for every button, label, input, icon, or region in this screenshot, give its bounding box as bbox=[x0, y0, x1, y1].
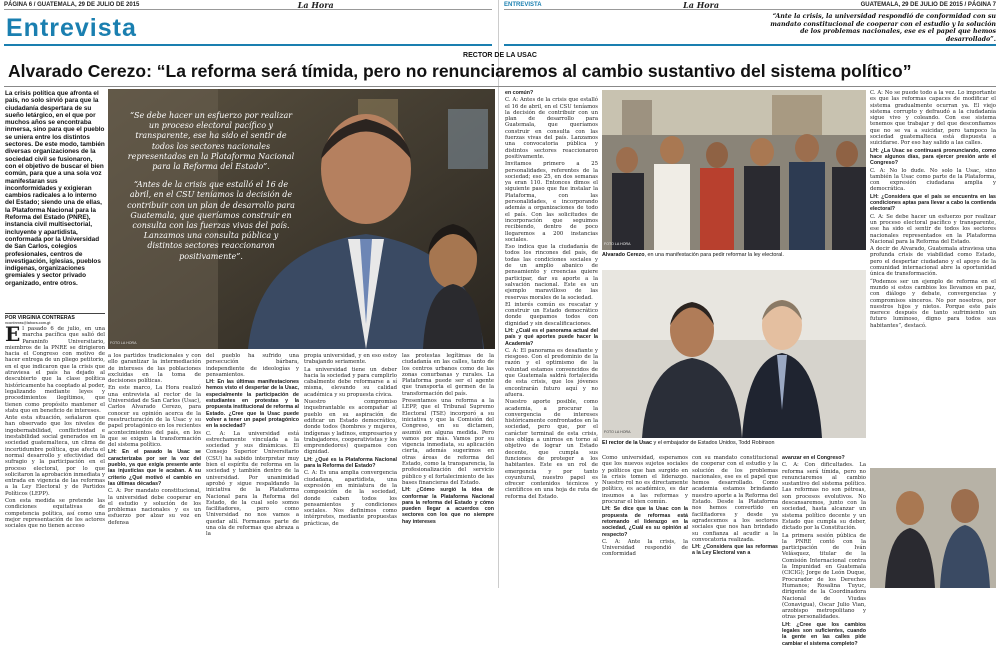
column-7: Como universidad, esperamos que los nuevos sujetos sociales y políticos que han surgido en la crisis tomen el liderazgo. Nuestro rol no es directamente político, es académico, es dar insumos a las reformas y procurar el bien común. LH: Se dice que la Usac con la propuesta de reformas está retomando el liderazgo en la sociedad, ¿Cuál es su opinión al respecto? C. A: Ante la crisis, la Universidad respondió de conformidad bbox=[602, 455, 688, 558]
column-4: propia universidad, y en eso estoy trabajando seriamente. La universidad tiene un deber hacia la sociedad y para cumplirlo cabalmente debe reformarse a sí misma, elevando su calidad académica y su propuesta cívica. Nuestro compromiso inquebrantable es acompañar al pueblo en su aspiración de edificar un Estado democrático, donde todos (hombres y mujeres, indígenas y ladinos, empresarios y trabajadores, cooperativistas y los emprendedores) quepamos con dignidad. LH: ¿Qué es la Plataforma Nacional para la Reforma del Estado? C. A: Es una amplia convergencia ciudadana, apartidista, una expresión en miniatura de la composición de la sociedad, donde caben todos los pensamientos y condiciones sociales. Nos definimos como intérpretes, mediante propuestas prácticas, de bbox=[304, 353, 397, 527]
kicker: RECTOR DE LA USAC bbox=[463, 52, 537, 59]
question-2: LH: En las últimas manifestaciones hemos visto el despertar de la Usac, especialmente la participación de estudiantes en protestas y la propuesta institucional de reforma al Estado. ¿Cree que la Usac puede volver a tener un papel protagónico en la sociedad? bbox=[206, 379, 300, 430]
headline: Alvarado Cerezo: “La reforma será tímida, pero no renunciaremos al cambio sustantivo del sistema político” bbox=[8, 61, 912, 81]
question-7: LH: ¿Considera que las reformas a la Ley Electoral van a bbox=[692, 544, 778, 557]
left-folio: PÁGINA 6 / GUATEMALA, 29 DE JULIO DE 2015 bbox=[4, 1, 140, 8]
ambassador-photo bbox=[602, 270, 866, 438]
lead-paragraph: La crisis política que afronta el país, no solo sirvió para que la ciudadanía despertara de su sueño letárgico, en el que por muchos años se encontraba inmersa, sino para que el pueblo se uniera entre los distintos sectores. De este modo, también diversas organizaciones de la sociedad civil se fusionaron, con el objetivo de buscar el bien común, para que a una sola voz manifestaran sus inconformidades y exigieran cambios radicales a lo interno del Estado; siendo una de ellas, la Plataforma Nacional para la Reforma del Estado (PNRE), instancia civil multisectorial, incluyente y apartidista, conformada por la Universidad de San Carlos, colegios profesionales, centros de investigación, iglesias, pueblos indígenas, organizaciones gremiales y sector privado organizado, entre otros. bbox=[5, 90, 105, 287]
headline-rule bbox=[4, 86, 996, 87]
ambassador-illustration bbox=[602, 270, 866, 438]
question-8: LH: ¿Cree que los cambios legales son suficientes, cuando la gente en las calles pide cambiar el sistema completo? bbox=[782, 621, 866, 647]
byline bbox=[5, 313, 105, 325]
column-6: en común? C. A: Antes de la crisis que estalló el 16 de abril, en el CSU teníamos la decisión de contribuir con un plan de desarrollo para Guatemala, que queríamos construir en consulta con las fuerzas vivas del país. Lanzamos una convocatoria pública y distintos sectores reaccionaron positivamente. Invitamos primero a 25 personalidades, referentes de la sociedad; eso 25, en dos semanas ya eran 110. Entonces dimos el siguiente paso que fue instalar la Plataforma, con las personalidades, e incorporando además a organizaciones de todo el país. Con las solicitudes de incorporación que seguimos recibiendo, dentro de poco llegaremos a 200 instancias sociales. Eso indica que la ciudadanía de todos los rincones del país, de todas las condiciones sociales y de un amplio abanico de pensamiento y creencias quiere participar, dar su aporte a la salvación nacional. Este es un ejemplo maravilloso de las reservas morales de la sociedad. El interés común es rescatar y construir un Estado democrático donde quepamos todos con dignidad y sin descalificaciones. LH: ¿Cuál es el panorama actual del país y qué aportes puede hacer la Academia? C. A: El panorama es desafiante y riesgoso. Con el predominio de la razón y el optimismo de la voluntad estamos convencidos de que Guatemala saldrá fortalecida de esta crisis, que los jóvenes encontrarán futuro aquí y no afuera. Nuestro aporte posible, como academia, a procurar la convergencia de intereses históricamente confrontados en la sociedad, pero que, por el carácter terminal de esta crisis, nos obliga a unirnos en torno al objetivo de lograr un Estado decente, que cumpla sus funciones de proteger a los habitantes. Este es un rol de emergencia y por tanto coyuntural, nuestro papel es ofrecer contenidos técnicos y científicos en una hoja de ruta de reforma del Estado. bbox=[505, 90, 598, 500]
question-4: LH: ¿Cómo surgió la idea de conformar la Plataforma Nacional para la reforma del Estado y cómo pueden llegar a acuerdos con sectores con los que no siempre hay intereses bbox=[402, 487, 494, 525]
column-2: a los partidos tradicionales y con ello garantizar la intermediación de intereses de las poblaciones excluidas en la toma de decisiones políticas. En este marco, La Hora realizó una entrevista al rector de la Universidad de San Carlos (Usac), Carlos Alvarado Cerezo, para conocer su opinión acerca de la reestructuración de la Usac y su papel protagónico en los recientes acontecimientos del país, en los que se exigen la transformación del sistema político. LH: En el pasado la Usac se caracterizaba por ser la voz del pueblo, ya que exigía presente ante las injusticias que le acaban. A su criterio ¿Qué motivó el cambio en las últimas décadas? C. A: Por mandato constitucional, la universidad debe cooperar en el estudio y solución de los problemas nacionales y es un esfuerzo por alzar su voz en defensa bbox=[108, 353, 201, 526]
ambassador-photo-credit: FOTO LA HORA bbox=[604, 430, 631, 434]
caption-1: Alvarado Cerezo, en una manifestación para pedir reformar la ley electoral. bbox=[602, 252, 784, 258]
photo-quote-1: “Se debe hacer un esfuerzo por realizar un proceso electoral pacífico y transparente, ese ha sido el sentir de todos los sectores nacionales representados en la Plataforma Nacional para la Reforma del Estado”. bbox=[127, 111, 295, 172]
right-page-header bbox=[504, 0, 996, 10]
question-9: LH: ¿La Usac se continuará pronunciando, como hace algunos días, para ejercer presión ante el Congreso? bbox=[870, 147, 996, 167]
left-masthead: La Hora bbox=[297, 0, 334, 10]
section-rule-right bbox=[504, 44, 996, 46]
left-page-header bbox=[4, 0, 492, 10]
march-photo-credit: FOTO LA HORA bbox=[604, 242, 631, 246]
caption-2: El rector de la Usac y el embajador de Estados Unidos, Todd Robinson bbox=[602, 440, 775, 446]
photo-quotes bbox=[126, 111, 296, 341]
drop-cap: E bbox=[5, 322, 21, 346]
photo-quote-2: “Antes de la crisis que estalló el 16 de abril, en el CSU teníamos la decisión de contribuir con un plan de desarrollo para Guatemala, que queríamos construir en consulta con las fuerzas vivas del país. Lanzamos una consulta pública y distintos sectores reaccionaron positivamente”. bbox=[127, 180, 295, 261]
question-10: LH: ¿Considera que el país se encuentra en las condiciones aptas para llevar a cabo la contienda electoral? bbox=[870, 193, 996, 213]
column-10: C. A: No se puede todo a la vez. Lo importante es que las reformas capaces de modificar el sistema gradualmente ocurran ya. El viejo sistema corrupto y defraudó a la ciudadanía sigue vivo y coleando. Con ese sistema tenemos que trabajar y del que desconfiamos que no se va a suicidar, pero tampoco la sociedad guatemalteca está dispuesta a suicidarse. Por eso hay salido a las calles. LH: ¿La Usac se continuará pronunciando, como hace algunos días, para ejercer presión ante el Congreso? C. A: No lo dude. No solo la Usac, sino también la Usac como parte de la Plataforma, con expresión ciudadana amplia y democrática. LH: ¿Considera que el país se encuentra en las condiciones aptas para llevar a cabo la contienda electoral? C. A: Se debe hacer un esfuerzo por realizar un proceso electoral pacífico y transparente, ese ha sido el sentir de todos los sectores nacionales representados en la Plataforma Nacional para la Reforma del Estado. A decir de Alvarado, Guatemala atraviesa una profunda crisis de viabilidad como Estado, pero el despertar ciudadano y el apoyo de la comunidad internacional abre la oportunidad única de transformación. “Podemos ser un ejemplo de reforma en el mundo si estos cambios los llevamos en paz, con diálogo y debate, convergencias y compromisos sinceros. No por nosotros, por nuestros hijos y nietos. Porque este país merece después de tanto sufrimiento un futuro luminoso, digno para todos sus habitantes”, destacó. bbox=[870, 90, 996, 329]
column-8: con su mandato constitucional de cooperar con el estudio y la solución de los problemas nacionales, ese es el papel que hemos desarrollado. Como academia estamos brindando nuestro aporte a la Reforma del Estado. Desde la Plataforma nos hemos convertido en facilitadores y desde ya agradecemos a los sectores sociales que nos han brindado su confianza al acudir a la convocatoria realizada. LH: ¿Considera que las reformas a la Ley Electoral van a bbox=[692, 455, 778, 557]
question-5: LH: ¿Cuál es el panorama actual del país y qué aportes puede hacer la Academia? bbox=[505, 327, 598, 347]
byline-name: POR VIRGINIA CONTRERAS bbox=[5, 315, 75, 321]
main-photo bbox=[108, 89, 495, 349]
column-5: las protestas legítimas de la ciudadanía en las calles, tanto de los centros urbanos como de las zonas conurbanas y rurales. La Plataforma puede ser el agente que transporta el germen de la transformación del país. Presentamos una reforma a la LEPP, que el Tribunal Supremo Electoral (TSE) incorporó a su iniciativa y que la Comisión del Congreso, en su dictamen, asumió en alguna medida. Pero vamos por más. Vamos por su vigencia inmediata, su aplicación cierta, además sugerimos en otras áreas de reforma del Estado, como la transparencia, la profesionalización del servicio público y el fortalecimiento de las bases financieras del Estado. LH: ¿Cómo surgió la idea de conformar la Plataforma Nacional para la reforma del Estado y cómo pueden llegar a acuerdos con sectores con los que no siempre hay intereses bbox=[402, 353, 494, 525]
photo-credit: FOTO LA HORA bbox=[110, 341, 137, 345]
pull-quote: “Ante la crisis, la universidad respondió de conformidad con su mandato constitucional de cooperar con el estudio y la solución de los problemas nacionales, ese es el papel que hemos desarrollado”. bbox=[770, 13, 996, 43]
small-photo-illustration bbox=[870, 468, 996, 588]
section-rule-left bbox=[4, 44, 492, 46]
question-6: LH: Se dice que la Usac con la propuesta de reformas está retomando el liderazgo en la sociedad, ¿Cuál es su opinión al respecto? bbox=[602, 506, 688, 538]
byline-email: vcontreras@lahora.com.gt bbox=[5, 321, 51, 325]
question-1: LH: En el pasado la Usac se caracterizaba por ser la voz del pueblo, ya que exigía presente ante las injusticias que le acaban. A su criterio ¿Qué motivó el cambio en las últimas décadas? bbox=[108, 449, 201, 487]
right-masthead: La Hora bbox=[683, 0, 720, 10]
right-section-label: ENTREVISTA bbox=[504, 1, 542, 8]
gutter-divider bbox=[498, 0, 499, 588]
march-photo bbox=[602, 90, 866, 250]
right-folio: GUATEMALA, 29 DE JULIO DE 2015 / PÁGINA 7 bbox=[860, 1, 996, 8]
section-title: Entrevista bbox=[6, 14, 137, 42]
march-illustration bbox=[602, 90, 866, 250]
column-3: del pueblo ha sufrido una persecución bárbara, independiente de ideologías y pensamientos. LH: En las últimas manifestaciones hemos visto el despertar de la Usac, especialmente la participación de estudiantes en protestas y la propuesta institucional de reforma al Estado. ¿Cree que la Usac puede volver a tener un papel protagónico en la sociedad? C. A: La universidad está estrechamente vinculada a la sociedad y sus dinámicas. El Consejo Superior Universitario (CSU) ha sabido interpretar muy bien el espíritu de reforma en la sociedad y también dentro de la universidad. Por unanimidad aprobó y sigue respaldando la iniciativa de la Plataforma Nacional para la Reforma del Estado, de la cual solo somos facilitadores, pero como Universidad no nos vamos a quedar allí. Formamos parte de una ola de reformas que abraza a la bbox=[206, 353, 300, 538]
column-1: El pasado 6 de julio, en una marcha pacífica que salió del Paraninfo Universitario, miembros de la PNRE se dirigieron hacia el Congreso con motivo de hacer entrega de un pliego petitorio, en el que indicaron que la crisis que atraviesa el país ha dejado al descubierto que la clase política históricamente ha cooptado al poder, legalizando mediante leyes y procedimientos ilegítimos, que tienen como propósito mantener el statu quo en beneficio de intereses. Ante esta situación, señalaron que han observado que los niveles de ingobernabilidad, conflictividad e inestabilidad social generados en la sociedad guatemalteca, un clima de incertidumbre política, que afecta el normal desarrollo y efectividad del sufragio y la participación en el proceso electoral, por lo que solicitaron la aprobación inmediata y entrada en vigencia de las reformas a la Ley Electoral y de Partidos Políticos (LEPP). Con esta medida se pretende las condiciones equitativas de competencia política, así como una mejor representación de los actores sociales que no tienen acceso bbox=[5, 322, 105, 530]
column-9: avanzar en el Congreso? C. A: Con dificultades. La reforma será tímida, pero no renunciaremos al cambio sustantivo del sistema político. Las reformas no son pétreas, son procesos evolutivos. No descansaremos, junto con la sociedad, hasta alcanzar un sistema político decente y un Estado que cumpla su deber, dictado por la Constitución. La primera sesión pública de la PNRE contó con la participación de Iván Velásquez, titular de la Comisión Internacional contra la Impunidad en Guatemala (CICIG); Jorge de León Duque, Procurador de los Derechos Humanos; Rosalina Tuyuc, dirigente de la Coordinadora Nacional de Viudas (Conavigua), Oscar Julio Vian, arzobispo metropolitano y otras personalidades. LH: ¿Cree que los cambios legales son suficientes, cuando la gente en las calles pide cambiar el sistema completo? bbox=[782, 455, 866, 647]
small-photo bbox=[870, 468, 996, 588]
question-3: LH: ¿Qué es la Plataforma Nacional para la Reforma del Estado? bbox=[304, 456, 397, 470]
